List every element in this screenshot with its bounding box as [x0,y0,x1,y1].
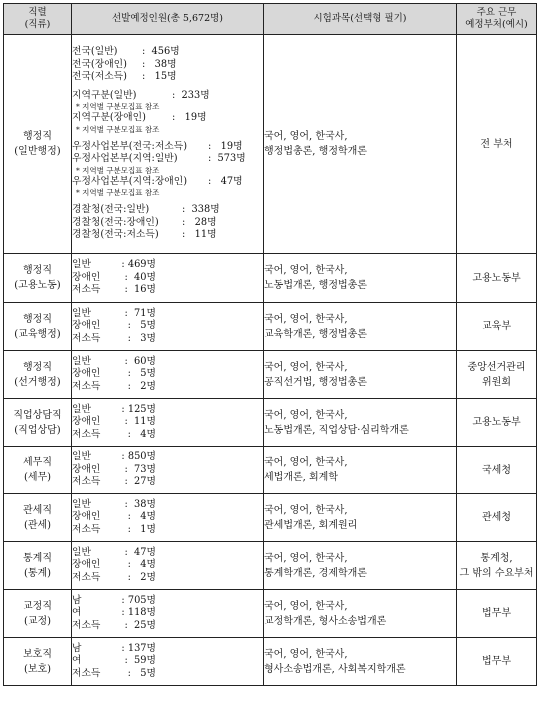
count-label: 전국(장애인) [72,58,127,70]
count-line [72,284,263,297]
count-label: 저소득 [72,380,101,392]
job-category [4,590,72,638]
exam-subjects-line: 국어, 영어, 한국사, [264,313,348,325]
count-value: : 118명 [121,607,156,619]
header-category-line2: (직류) [24,19,51,30]
table-row [4,351,537,399]
department [457,254,537,303]
count-line [72,620,263,633]
count-label: 지역구분(장애인) [72,112,146,124]
count-line [72,112,263,125]
count-label: 저소득 [72,523,101,535]
exam-subjects-line: 노동법개론, 직업상담·심리학개론 [264,424,409,436]
count-line [72,547,263,560]
department-line: 국세청 [482,464,511,476]
count-label: 장애인 [72,416,101,428]
job-category-line: 보호직 [23,648,52,660]
exam-subjects-line: 교육학개론, 행정법총론 [264,328,367,340]
count-value: : 71명 [124,307,156,319]
count-value: : 5명 [127,320,156,332]
selection-count [72,254,264,303]
job-category-line: 관세직 [23,504,52,516]
exam-subjects-line: 국어, 영어, 한국사, [264,131,348,142]
count-value: : 11명 [124,416,156,428]
department-line: 통계청, [480,552,513,564]
count-value: : 705명 [121,594,156,606]
count-line [72,153,263,166]
count-line [72,511,263,524]
exam-subjects-line: 세법개론, 회계학 [264,472,338,483]
count-label: 저소득 [72,667,101,679]
count-block [72,259,263,297]
count-label: 저소득 [72,284,101,296]
job-category [4,494,72,542]
count-label: 여 [72,607,82,619]
count-line [72,524,263,537]
count-block [72,643,263,681]
selection-count [72,638,264,686]
count-value: : 15명 [142,71,177,83]
table-row [4,399,537,447]
exam-subjects-line: 관세법개론, 회계원리 [264,519,358,531]
job-category-line: (통계) [23,567,52,579]
region-note: * 지역별 구분모집표 참조 [76,102,160,112]
job-category-line: (일반행정) [14,146,61,157]
count-value: : 38명 [124,498,156,510]
count-line [72,476,263,489]
count-line [72,308,263,321]
count-label: 저소득 [72,428,101,440]
region-note: * 지역별 구분모집표 참조 [76,165,160,175]
exam-subjects [264,494,457,542]
selection-count [72,590,264,638]
job-category-line: 통계직 [23,552,52,564]
table-row [4,303,537,351]
exam-subjects-line: 국어, 영어, 한국사, [264,457,348,468]
table-row [4,254,537,303]
selection-count [72,542,264,590]
count-line [72,416,263,429]
header-department-line1: 주요 근무 [476,7,517,18]
count-value: : 19명 [172,112,207,124]
exam-subjects-line: 형사소송법개론, 사회복지학개론 [264,663,406,675]
department [457,494,537,542]
recruitment-table [3,3,537,686]
exam-subjects [264,638,457,686]
selection-count [72,399,264,447]
exam-subjects-line: 국어, 영어, 한국사, [264,361,348,373]
count-value: : 59명 [124,655,156,667]
count-value: : 850명 [121,451,156,463]
job-category-line: (관세) [23,519,52,531]
job-category [4,638,72,686]
count-label: 우정사업본부(지역:장애인) [72,175,188,187]
job-category-line: (직업상담) [14,424,61,436]
exam-subjects [264,399,457,447]
count-value: : 125명 [121,403,156,415]
job-category [4,303,72,351]
count-label: 일반 [72,403,91,415]
count-label: 경찰청(전국:저소득) [72,229,159,241]
count-line [72,46,263,59]
count-value: : 2명 [127,380,156,392]
department-line: 그 밖의 수요부처 [459,567,534,579]
count-label: 남 [72,594,82,606]
count-line [72,176,263,189]
count-line [72,368,263,381]
job-category [4,399,72,447]
region-note: * 지역별 구분모집표 참조 [76,188,160,198]
count-value: : 27명 [124,476,156,488]
count-line [72,429,263,442]
count-value: : 60명 [124,355,156,367]
count-value: : 11명 [182,229,217,241]
count-value: : 573명 [208,153,246,165]
count-label: 장애인 [72,320,101,332]
exam-subjects [264,35,457,254]
count-label: 저소득 [72,476,101,488]
header-selection-count: 선발예정인원(총 5,672명) [72,4,264,35]
count-block [72,547,263,585]
count-value: : 4명 [127,428,156,440]
job-category-line: 행정직 [23,313,52,325]
count-value: : 38명 [142,58,177,70]
count-label: 장애인 [72,368,101,380]
header-department-line2: 예정부처(예시) [465,19,528,30]
count-line [72,451,263,464]
count-value: : 19명 [208,140,243,152]
count-value: : 1명 [127,523,156,535]
count-label: 경찰청(전국:일반) [72,204,150,216]
exam-subjects-line: 국어, 영어, 한국사, [264,409,348,421]
count-line [72,272,263,285]
table-row [4,542,537,590]
count-value: : 40명 [124,271,156,283]
job-category-line: 교정직 [23,600,52,612]
table-row [4,590,537,638]
exam-subjects-line: 교정학개론, 형사소송법개론 [264,615,387,627]
department [457,351,537,399]
department [457,542,537,590]
count-block [72,356,263,394]
count-label: 장애인 [72,271,101,283]
count-label: 장애인 [72,511,101,523]
job-category [4,254,72,303]
count-value: : 3명 [127,332,156,344]
count-label: 여 [72,655,82,667]
job-category [4,542,72,590]
count-line [72,217,263,230]
table-row [4,638,537,686]
header-subjects: 시험과목(선택형 필기) [264,4,457,35]
table-row [4,494,537,542]
exam-subjects-line: 노동법개론, 행정법총론 [264,280,367,291]
exam-subjects-line: 국어, 영어, 한국사, [264,648,348,660]
count-value: : 73명 [124,463,156,475]
selection-count [72,303,264,351]
job-category-line: 행정직 [23,131,52,142]
count-block [72,499,263,537]
count-value: : 47명 [208,175,243,187]
exam-subjects-line: 국어, 영어, 한국사, [264,265,348,276]
selection-count [72,447,264,494]
exam-subjects [264,542,457,590]
count-label: 우정사업본부(지역:일반) [72,153,178,165]
department [457,638,537,686]
count-line [72,59,263,72]
count-label: 일반 [72,259,91,271]
job-category [4,351,72,399]
count-value: : 5명 [127,368,156,380]
count-line [72,141,263,154]
header-category-line1: 직렬 [28,7,47,18]
count-value: : 5명 [127,667,156,679]
count-label: 일반 [72,546,91,558]
department-line: 교육부 [482,321,511,332]
department [457,447,537,494]
department-line: 법무부 [482,656,511,667]
count-label: 장애인 [72,559,101,571]
count-line [72,404,263,417]
job-category-line: (교정) [23,615,52,627]
department [457,399,537,447]
region-note: * 지역별 구분모집표 참조 [76,124,160,134]
count-line [72,381,263,394]
count-label: 일반 [72,451,91,463]
department [457,35,537,254]
exam-subjects [264,351,457,399]
count-line [72,464,263,477]
count-label: 장애인 [72,463,101,475]
exam-subjects-line: 공직선거법, 행정법총론 [264,376,367,388]
count-value: : 47명 [124,546,156,558]
header-category [4,4,72,35]
department [457,590,537,638]
exam-subjects-line: 국어, 영어, 한국사, [264,552,348,564]
count-label: 전국(저소득) [72,71,127,83]
count-line [72,499,263,512]
selection-count [72,351,264,399]
department-line: 중앙선거관리 [467,361,526,373]
exam-subjects [264,254,457,303]
count-line [72,559,263,572]
count-line [72,229,263,242]
header-department [457,4,537,35]
count-line [72,90,263,103]
selection-count [72,494,264,542]
count-line [72,71,263,84]
count-line [72,259,263,272]
department-line: 전 부처 [480,138,513,150]
job-category-line: (세무) [23,472,52,483]
count-label: 저소득 [72,571,101,583]
count-label: 저소득 [72,619,101,631]
count-label: 저소득 [72,332,101,344]
count-label: 경찰청(전국:장애인) [72,216,159,228]
count-line [72,333,263,346]
job-category-line: 행정직 [23,265,52,276]
job-category [4,447,72,494]
count-line [72,320,263,333]
count-block [72,308,263,346]
department-line: 관세청 [482,512,511,523]
count-value: : 137명 [121,642,156,654]
count-line [72,655,263,668]
exam-subjects-line: 국어, 영어, 한국사, [264,504,348,516]
exam-subjects-line: 행정법총론, 행정학개론 [264,146,367,157]
count-value: : 16명 [124,284,156,296]
count-label: 우정사업본부(전국:저소득) [72,140,188,152]
count-value: : 25명 [124,619,156,631]
selection-count [72,35,264,254]
department-line: 법무부 [482,608,511,619]
count-value: : 233명 [172,89,210,101]
exam-subjects-line: 국어, 영어, 한국사, [264,600,348,612]
header-row [4,4,537,35]
table-row [4,447,537,494]
count-line [72,356,263,369]
count-line [72,572,263,585]
count-line [72,643,263,656]
count-value: : 2명 [127,571,156,583]
job-category-line: 세무직 [23,457,52,468]
count-line [72,668,263,681]
job-category-line: 행정직 [23,361,52,373]
count-block [72,595,263,633]
department-line: 고용노동부 [472,272,521,284]
count-value: : 28명 [182,216,217,228]
exam-subjects-line: 통계학개론, 경제학개론 [264,567,367,579]
department-line: 위원회 [482,376,511,388]
count-value: : 456명 [142,46,180,58]
count-value: : 469명 [121,259,156,271]
job-category-line: (선거행정) [14,376,61,388]
count-label: 일반 [72,355,91,367]
count-value: : 338명 [182,204,220,216]
count-label: 일반 [72,498,91,510]
count-label: 전국(일반) [72,46,118,58]
count-label: 남 [72,642,82,654]
exam-subjects [264,590,457,638]
job-category-line: 직업상담직 [13,409,62,421]
job-category-line: (보호) [23,663,52,675]
job-category [4,35,72,254]
count-block [72,451,263,489]
count-block [72,404,263,442]
department-line: 고용노동부 [472,417,521,428]
exam-subjects [264,447,457,494]
exam-subjects [264,303,457,351]
count-value: : 4명 [127,511,156,523]
job-category-line: (교육행정) [14,328,61,340]
count-line [72,595,263,608]
count-label: 일반 [72,307,91,319]
count-value: : 4명 [127,559,156,571]
count-label: 지역구분(일반) [72,89,137,101]
count-line [72,607,263,620]
job-category-line: (고용노동) [14,280,61,291]
table-row [4,35,537,254]
count-line [72,204,263,217]
department [457,303,537,351]
